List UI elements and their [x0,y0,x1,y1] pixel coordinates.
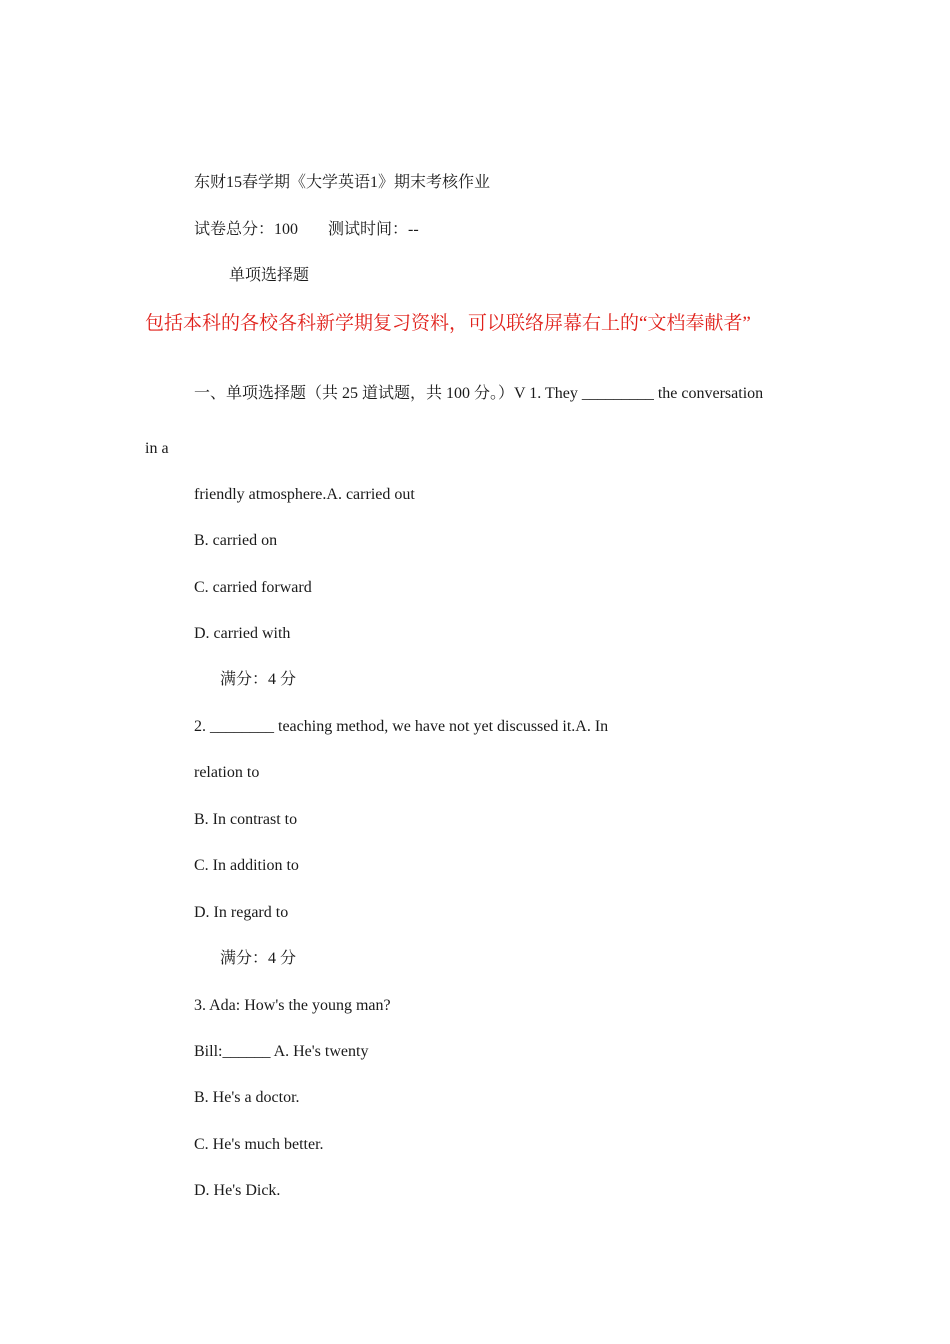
test-time: 测试时间：-- [328,221,419,238]
question-text-continued: in a [145,440,169,457]
question-option-a[interactable]: friendly atmosphere.A. carried out [194,486,415,503]
question-option-c[interactable]: C. carried forward [194,579,312,596]
question-option-d[interactable]: D. carried with [194,625,291,642]
question-text: 一、单项选择题（共 25 道试题，共 100 分。）V 1. They _________ the conversation [194,385,764,402]
question-option-d[interactable]: D. In regard to [194,904,289,921]
question-option-b[interactable]: B. carried on [194,532,278,549]
exam-meta [194,220,419,240]
question-option-d[interactable]: D. He's Dick. [194,1182,281,1199]
question-score: 满分：4 分 [220,671,297,688]
document-title: 东财15春学期《大学英语1》期末考核作业 [194,174,491,191]
notice-text: 包括本科的各校各科新学期复习资料，可以联络屏幕右上的“文档奉献者” [145,313,751,334]
question-option-a[interactable]: Bill:______ A. He's twenty [194,1043,369,1060]
question-option-a-continued[interactable]: relation to [194,764,260,781]
section-heading: 单项选择题 [229,267,310,284]
total-score: 试卷总分：100 [194,221,299,238]
question-text: 2. ________ teaching method, we have not yet discussed it.A. In [194,718,609,735]
question-option-c[interactable]: C. He's much better. [194,1136,324,1153]
question-option-c[interactable]: C. In addition to [194,857,299,874]
question-option-b[interactable]: B. In contrast to [194,811,298,828]
question-score: 满分：4 分 [220,950,297,967]
question-option-b[interactable]: B. He's a doctor. [194,1089,300,1106]
question-text: 3. Ada: How's the young man? [194,997,391,1014]
